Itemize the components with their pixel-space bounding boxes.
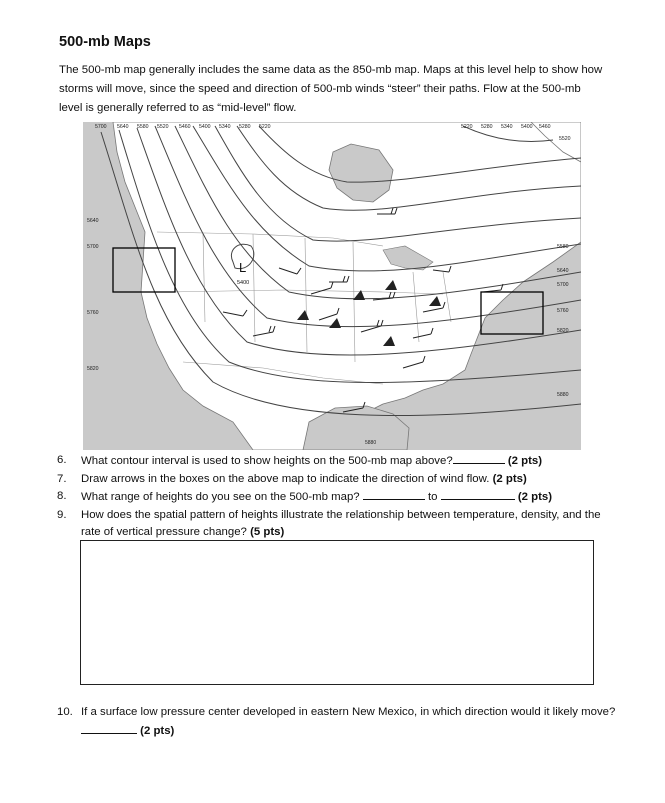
low-symbol: L — [239, 260, 247, 275]
question-10 — [57, 704, 617, 740]
right-label: 5520 — [559, 136, 571, 142]
answer-blank-max[interactable] — [441, 488, 515, 500]
question-number: 10. — [57, 706, 73, 718]
top-label: 5700 — [95, 124, 107, 130]
top-label: 5520 — [157, 124, 169, 130]
question-text: What range of heights do you see on the 500-mb map? — [81, 491, 360, 503]
page-title: 500-mb Maps — [59, 34, 151, 50]
top-label: 5340 — [501, 124, 513, 130]
top-label: 5460 — [539, 124, 551, 130]
answer-blank-min[interactable] — [363, 488, 425, 500]
answer-blank[interactable] — [81, 722, 137, 734]
top-label: 5220 — [461, 124, 473, 130]
top-label: 5400 — [199, 124, 211, 130]
question-number: 7. — [57, 472, 67, 485]
range-separator: to — [427, 491, 438, 503]
points-label: (2 pts) — [507, 455, 543, 467]
question-number: 8. — [57, 490, 67, 502]
question-number: 6. — [57, 454, 67, 466]
questions-list — [57, 452, 617, 542]
points-label: (2 pts) — [517, 491, 552, 503]
top-label: 5580 — [137, 124, 149, 130]
question-text: If a surface low pressure center developed in eastern New Mexico, in which direction would it likely move? — [81, 706, 616, 718]
intro-paragraph: The 500-mb map generally includes the same data as the 850-mb map. Maps at this level help to show how storms will move, since the speed and direction of 500-mb winds “steer” their paths. Flow at the 500-mb level is generally referred to as “mid-level” flow. — [59, 64, 603, 114]
top-label: 5460 — [179, 124, 191, 130]
left-label: 5760 — [87, 310, 99, 316]
right-label: 5700 — [557, 282, 569, 288]
question-9 — [57, 507, 617, 542]
question-9-answer-box[interactable] — [80, 540, 594, 685]
bottom-height-label: 5880 — [365, 440, 377, 446]
right-label: 5760 — [557, 308, 569, 314]
question-number: 9. — [57, 508, 67, 521]
left-label: 5640 — [87, 218, 99, 224]
right-label: 5820 — [557, 328, 569, 334]
question-text: Draw arrows in the boxes on the above map to indicate the direction of wind flow. — [81, 472, 490, 485]
top-label: 5280 — [481, 124, 493, 130]
top-height-labels-left — [95, 124, 271, 130]
question-7 — [57, 471, 617, 489]
top-label: 5340 — [219, 124, 231, 130]
low-height-label: 5400 — [237, 280, 250, 286]
points-label: (5 pts) — [250, 526, 285, 538]
top-label: 5280 — [239, 124, 251, 130]
right-label: 5640 — [557, 268, 569, 274]
points-label: (2 pts) — [140, 724, 175, 737]
500mb-map — [83, 122, 581, 450]
points-label: (2 pts) — [492, 472, 527, 485]
question-text: How does the spatial pattern of heights illustrate the relationship between temperature, density, and the rate of vertical pressure change? — [81, 508, 601, 538]
right-label: 5880 — [557, 392, 569, 398]
left-label: 5820 — [87, 366, 99, 372]
answer-blank[interactable] — [453, 452, 505, 464]
question-text: What contour interval is used to show heights on the 500-mb map above? — [81, 455, 453, 467]
question-6 — [57, 452, 617, 471]
top-label: 5220 — [259, 124, 271, 130]
top-label: 5640 — [117, 124, 129, 130]
left-label: 5700 — [87, 244, 99, 250]
right-label: 5580 — [557, 244, 569, 250]
top-label: 5400 — [521, 124, 533, 130]
question-8 — [57, 488, 617, 507]
